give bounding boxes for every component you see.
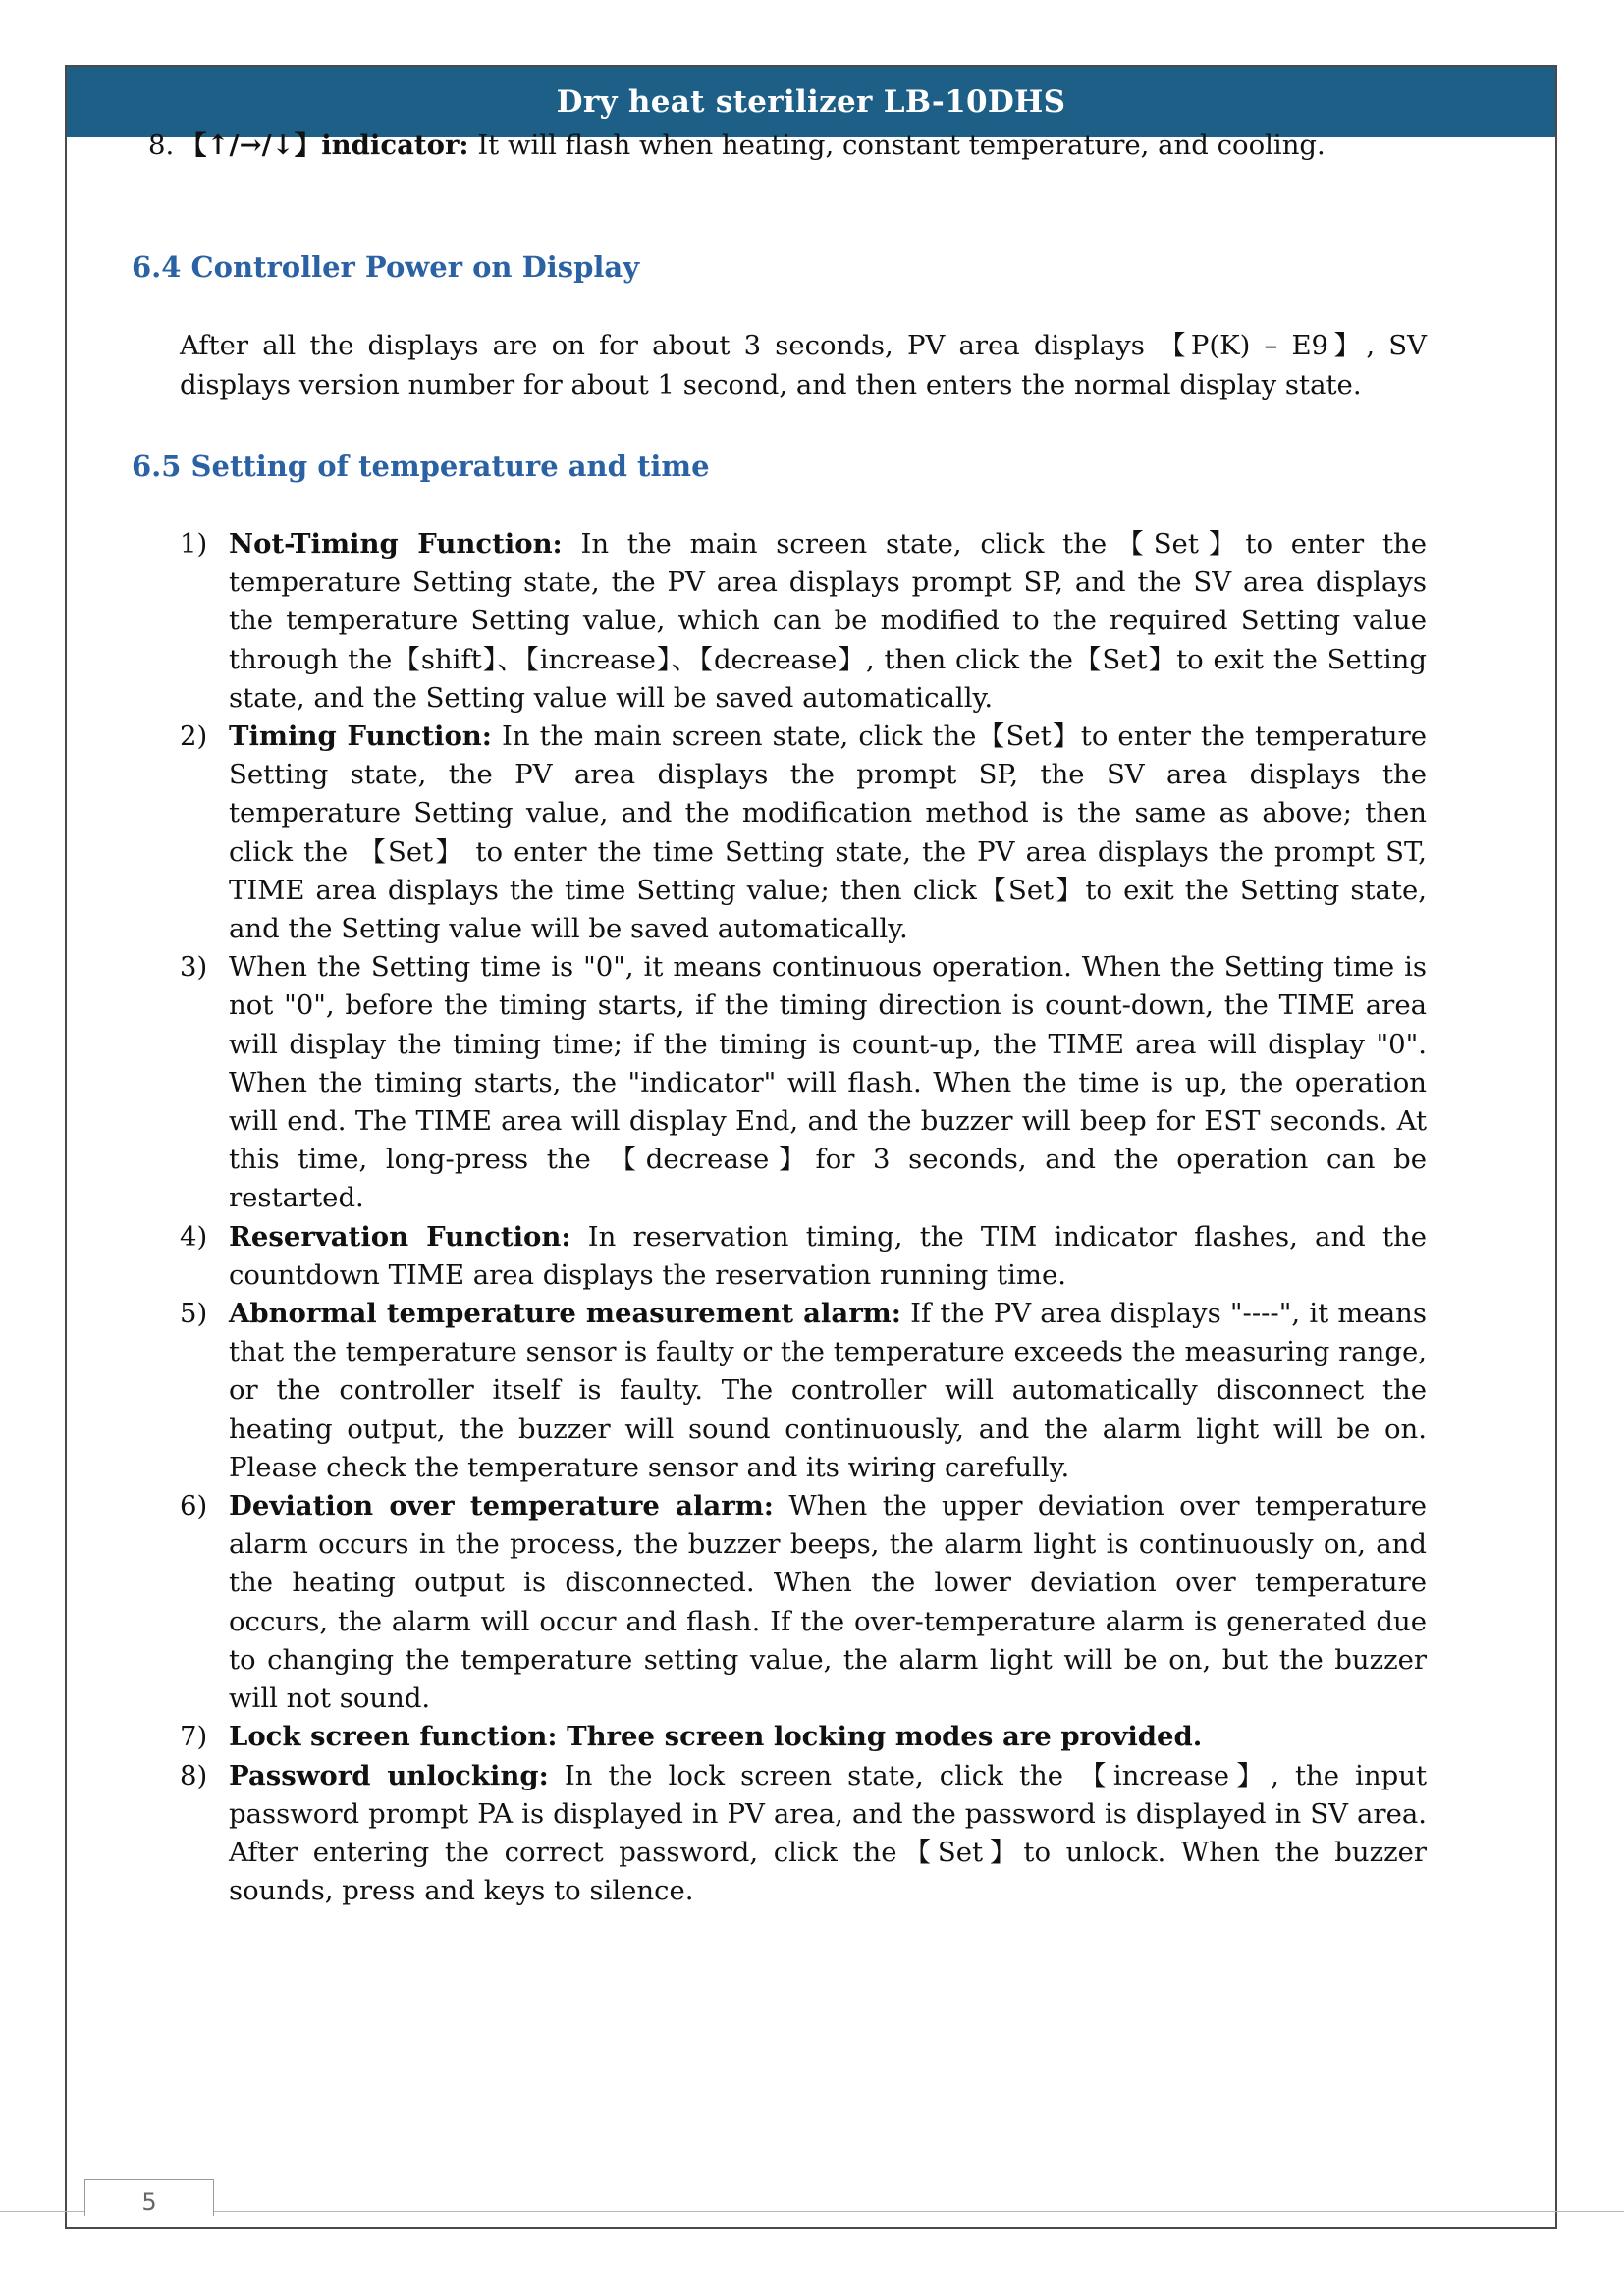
- section-paragraph-6-4: After all the displays are on for about 3 seconds, PV area displays 【P(K) – E9】, SV displays version number for about 1 second, and then enters the normal display state.: [180, 330, 1427, 400]
- list-item-text: In the lock screen state, click the 【increase】, the input password prompt PA is displayed in PV area, and the password is displayed in SV area. After entering the correct password, click the【Set】to unlock. When the buzzer sounds, press and keys to silence.: [229, 1759, 1427, 1907]
- list-item-text: When the Setting time is "0", it means continuous operation. When the Setting time is not "0", before the timing starts, if the timing direction is count-down, the TIME area will display the timing time; if the timing is count-up, the TIME area will display "0". When the timing starts, the "indicator" will flash. When the time is up, the operation will end. The TIME area will display End, and the buzzer will beep for EST seconds. At this time, long-press the 【decrease】for 3 seconds, and the operation can be restarted.: [229, 951, 1427, 1214]
- list-item: [180, 1487, 1427, 1718]
- list-item-text: If the PV area displays "----", it means that the temperature sensor is faulty or the temperature exceeds the measuring range, or the controller itself is faulty. The controller will automatically disconnect the heating output, the buzzer will sound continuously, and the alarm light will be on. Please check the temperature sensor and its wiring carefully.: [229, 1298, 1427, 1483]
- list-item-label: Password unlocking:: [229, 1759, 549, 1791]
- list-item: [180, 718, 1427, 948]
- settings-list: [180, 525, 1427, 1910]
- list-item-label: Abnormal temperature measurement alarm:: [229, 1298, 901, 1330]
- list-number: 3): [180, 951, 208, 984]
- section-heading-6-4: 6.4 Controller Power on Display: [132, 250, 640, 284]
- list-item-text: In reservation timing, the TIM indicator flashes, and the countdown TIME area displays the reservation running time.: [229, 1220, 1427, 1291]
- list-item-text: In the main screen state, click the【Set】to enter the temperature Setting state, the PV area displays prompt SP, and the SV area displays the temperature Setting value, which can be modified to the required Setting value through the【shift】、【increase】、【decrease】, then click the【Set】to exit the Setting state, and the Setting value will be saved automatically.: [229, 528, 1427, 714]
- list-item: [180, 1718, 1427, 1756]
- list-item: [180, 525, 1427, 718]
- item-number: 8.: [148, 130, 175, 161]
- list-number: 5): [180, 1298, 208, 1330]
- list-item-label: Lock screen function: Three screen locking modes are provided.: [229, 1721, 1203, 1753]
- list-number: 7): [180, 1721, 208, 1753]
- list-item-text: When the upper deviation over temperature alarm occurs in the process, the buzzer beeps, the alarm light is continuously on, and the heating output is disconnected. When the lower deviation over temperature occurs, the alarm will occur and flash. If the over-temperature alarm is generated due to changing the temperature setting value, the alarm light will be on, but the buzzer will not sound.: [229, 1490, 1427, 1715]
- list-number: 1): [180, 528, 208, 560]
- section-heading-6-5: 6.5 Setting of temperature and time: [132, 450, 710, 483]
- list-item: [180, 1757, 1427, 1911]
- list-number: 2): [180, 721, 208, 753]
- list-number: 6): [180, 1490, 208, 1522]
- list-item-label: Timing Function:: [229, 721, 492, 753]
- indicator-item: [148, 126, 1427, 165]
- header-title: Dry heat sterilizer LB-10DHS: [556, 84, 1066, 120]
- list-item: [180, 1295, 1427, 1487]
- list-item-label: Not-Timing Function:: [229, 528, 563, 560]
- list-number: 8): [180, 1759, 208, 1791]
- item-label: 【↑/→/↓】indicator:: [180, 130, 469, 161]
- list-number: 4): [180, 1220, 208, 1253]
- list-item-label: Reservation Function:: [229, 1220, 571, 1253]
- footer-rule: [0, 2211, 1624, 2212]
- list-item: [180, 1218, 1427, 1295]
- list-item-label: Deviation over temperature alarm:: [229, 1490, 774, 1522]
- page-number: 5: [84, 2179, 214, 2216]
- list-item: [180, 948, 1427, 1217]
- list-item-text: In the main screen state, click the【Set】to enter the temperature Setting state, the PV area displays the prompt SP, the SV area displays the temperature Setting value, and the modification method is the same as above; then click the 【Set】 to enter the time Setting state, the PV area displays the prompt ST, TIME area displays the time Setting value; then click【Set】to exit the Setting state, and the Setting value will be saved automatically.: [229, 721, 1427, 945]
- item-text: It will flash when heating, constant temperature, and cooling.: [468, 130, 1326, 161]
